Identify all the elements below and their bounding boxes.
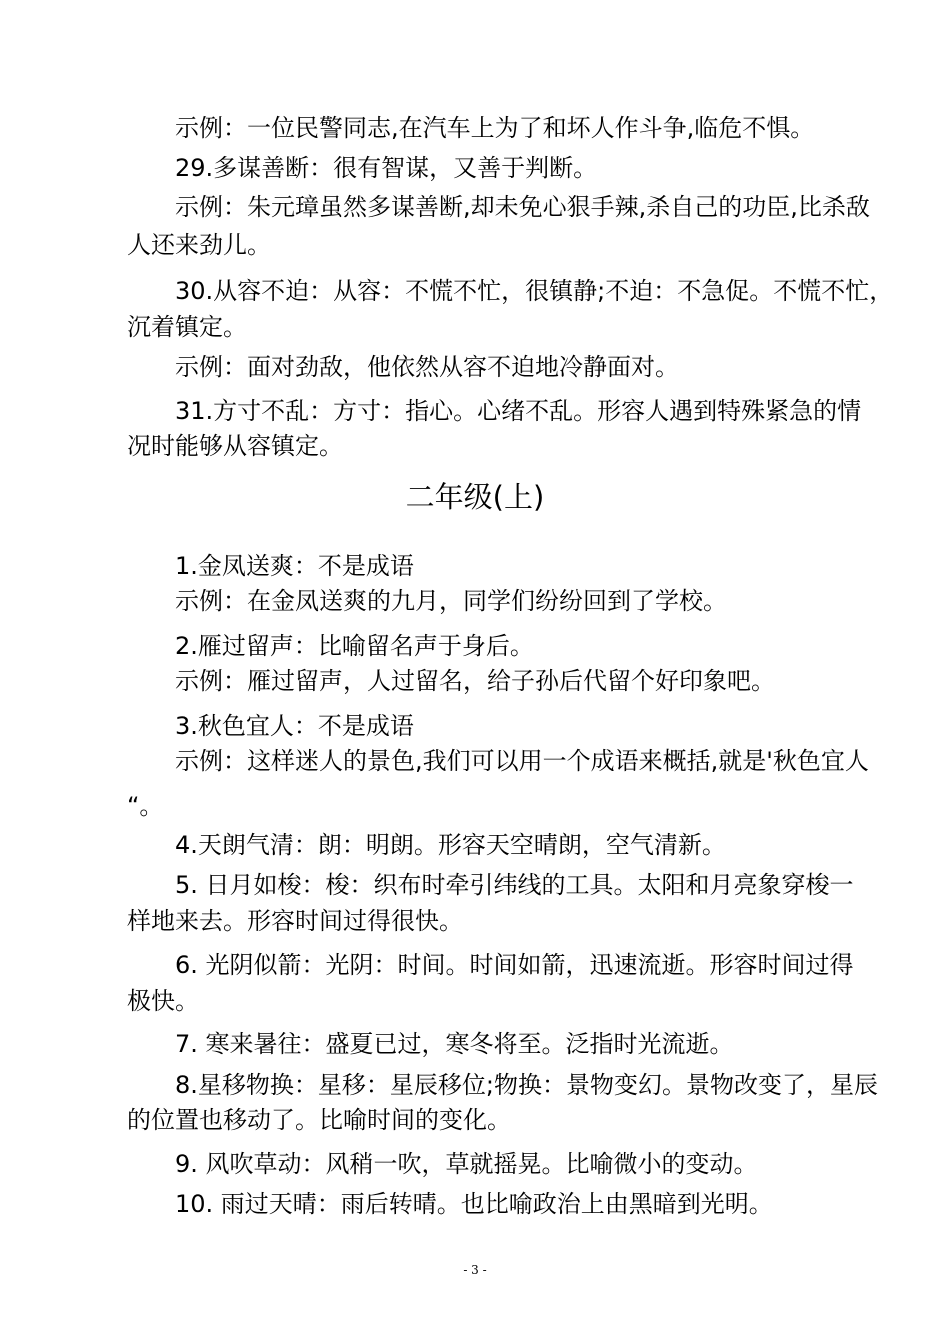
text-line: 4.天朗气清：朗：明朗。形容天空晴朗，空气清新。 [175,831,726,859]
page-number: - 3 - [463,1263,487,1277]
section-title: 二年级(上) [405,480,545,514]
text-line: 2.雁过留声：比喻留名声于身后。 [175,632,534,660]
text-line: 30.从容不迫：从容：不慌不忙，很镇静;不迫：不急促。不慌不忙， [175,277,894,305]
text-line: 10. 雨过天晴：雨后转晴。也比喻政治上由黑暗到光明。 [175,1190,773,1218]
text-line: 29.多谋善断：很有智谋，又善于判断。 [175,154,598,182]
text-line: 5. 日月如梭：梭：织布时牵引纬线的工具。太阳和月亮象穿梭一 [175,871,854,899]
text-line: 6. 光阴似箭：光阴：时间。时间如箭，迅速流逝。形容时间过得 [175,951,854,979]
text-line: 人还来劲儿。 [127,231,271,259]
text-line: 样地来去。形容时间过得很快。 [127,907,463,935]
text-line: 示例：一位民警同志,在汽车上为了和坏人作斗争,临危不惧。 [175,114,815,142]
text-line: 沉着镇定。 [127,313,247,341]
text-line: 示例：这样迷人的景色,我们可以用一个成语来概括,就是'秋色宜人 [175,747,869,775]
text-line: 8.星移物换：星移：星辰移位;物换：景物变幻。景物改变了，星辰 [175,1071,878,1099]
text-line: 极快。 [127,987,199,1015]
text-line: 1.金凤送爽：不是成语 [175,552,414,580]
text-line: 况时能够从容镇定。 [127,432,343,460]
text-line: 示例：朱元璋虽然多谋善断,却未免心狠手辣,杀自己的功臣,比杀敌 [175,193,870,221]
text-line: 9. 风吹草动：风稍一吹，草就摇晃。比喻微小的变动。 [175,1150,758,1178]
text-line: 3.秋色宜人：不是成语 [175,712,414,740]
text-line: 示例：在金凤送爽的九月，同学们纷纷回到了学校。 [175,587,727,615]
text-line: 31.方寸不乱：方寸：指心。心绪不乱。形容人遇到特殊紧急的情 [175,397,862,425]
text-line: 的位置也移动了。比喻时间的变化。 [127,1106,511,1134]
text-line: 示例：雁过留声，人过留名，给子孙后代留个好印象吧。 [175,667,775,695]
text-line: 7. 寒来暑往：盛夏已过，寒冬将至。泛指时光流逝。 [175,1030,734,1058]
text-line: 示例：面对劲敌，他依然从容不迫地冷静面对。 [175,353,679,381]
text-line: “。 [127,792,164,820]
